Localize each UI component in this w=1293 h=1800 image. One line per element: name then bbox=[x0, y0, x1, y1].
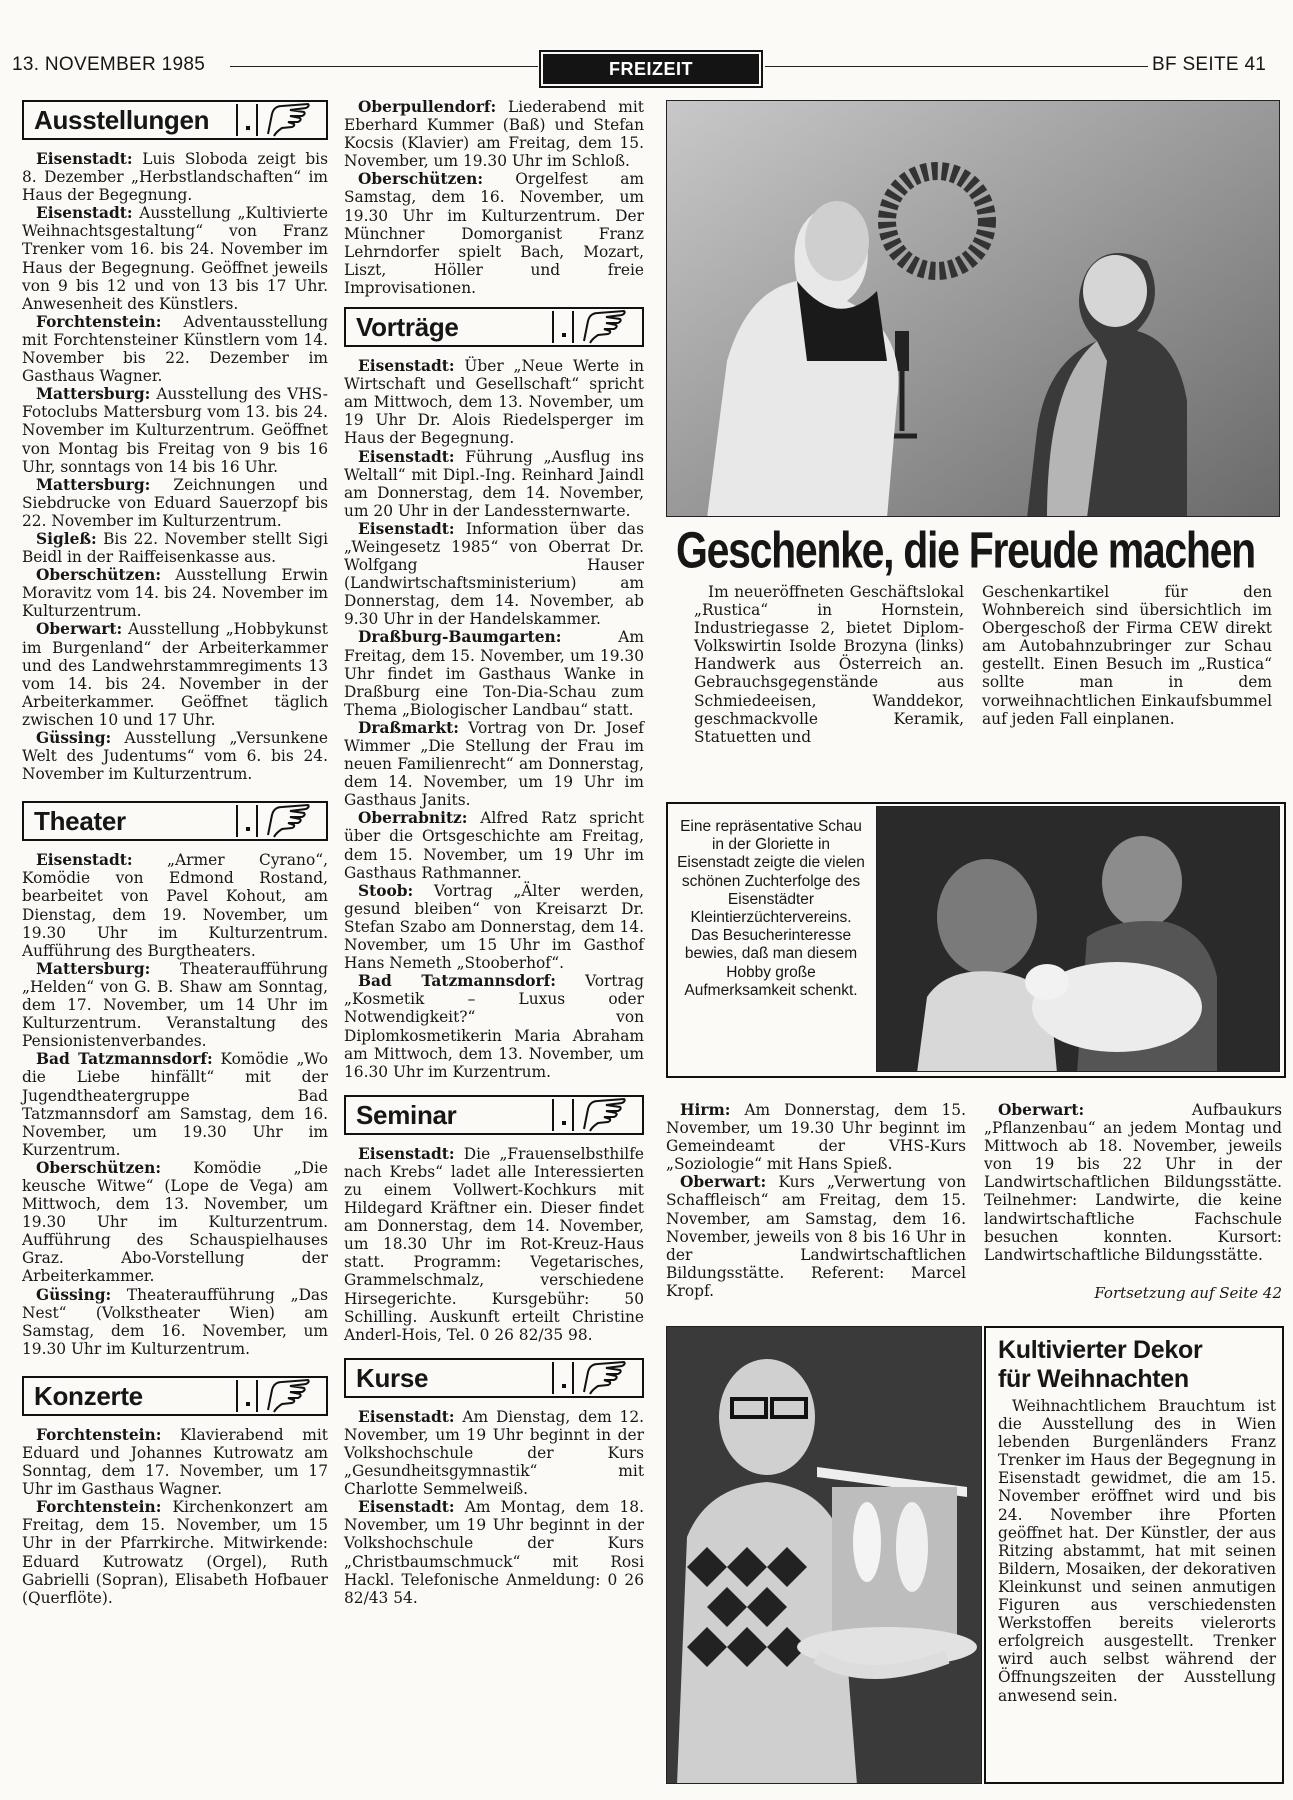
listing-place: Eisenstadt: bbox=[358, 1498, 455, 1517]
rabbit-caption: Eine repräsentative Schau in der Gloriette in Eisenstadt zeigte die vielen schönen Zuchterfolge des Eisenstädter Kleintierzüchtervereins. Das Besucherinteresse bewies, daß man diesem Hobby große Aufmerksamkeit schenkt. bbox=[677, 818, 865, 999]
section-marker bbox=[236, 104, 258, 136]
listing-text: „Armer Cyrano“, Komödie von Edmond Rostand, bearbeitet von Pavel Kohout, am Dienstag, dem 19. November, um 19.30 Uhr im Kulturzentrum. Aufführung des Burgtheaters. bbox=[22, 851, 328, 960]
listing-text: Ausstellung „Kultivierte Weihnachtsgestaltung“ von Franz Trenker vom 16. bis 24. November im Haus der Begegnung. Geöffnet jeweils von 9 bis 12 und von 13 bis 17 Uhr. Anwesenheit des Künstlers. bbox=[22, 204, 328, 313]
listing-place: Eisenstadt: bbox=[358, 519, 455, 538]
listing-place: Oberrabnitz: bbox=[358, 809, 468, 828]
listing-place: Güssing: bbox=[36, 729, 112, 747]
listing-item bbox=[22, 1426, 328, 1498]
konzerte-continued-list bbox=[344, 98, 644, 297]
section-marker bbox=[236, 805, 258, 837]
listing-place: Mattersburg: bbox=[36, 385, 151, 404]
column-1 bbox=[22, 96, 328, 1607]
feature-text-left: Im neueröffneten Geschäftslokal „Rustica“ in Hornstein, Industriegasse 2, bietet Diplom-Volkswirtin Isolde Brozyna (links) Handwerk aus Österreich an. Gebrauchsgegenstände aus Schmiedeeisen, Wanddekor, geschmackvolle Keramik, Statuetten und bbox=[694, 583, 964, 746]
listing-text: Ausstellung Erwin Moravitz vom 14. bis 24. November im Kulturzentrum. bbox=[22, 566, 328, 621]
listing-text: Die „Frauenselbsthilfe nach Krebs“ ladet alle Interessierten zu einem Vollwert-Kochkurs mit Hildegard Kräftner ein. Dieser findet am Donnerstag, dem 14. November, um 18.30 Uhr im Rot-Kreuz-Haus statt. Programm: Vegetarisches, Grammelschmalz, verschiedene Hirsegerichte. Kursgebühr: 50 Schilling. Auskunft erteilt Christine Anderl-Hois, Tel. 0 26 82/35 98. bbox=[344, 1144, 644, 1344]
pointing-hand-icon bbox=[264, 100, 312, 140]
listing-item bbox=[22, 476, 328, 530]
listing-item bbox=[344, 448, 644, 520]
listing-place: Oberschützen: bbox=[36, 1158, 161, 1177]
section-marker bbox=[552, 311, 574, 343]
section-title: Theater bbox=[34, 806, 126, 837]
dekor-photo bbox=[666, 1326, 982, 1784]
section-head-ausstellungen bbox=[22, 100, 328, 140]
pointing-hand-icon bbox=[580, 1358, 628, 1398]
listing-text: Klavierabend mit Eduard und Johannes Kutrowatz am Sonntag, dem 17. November, um 17 Uhr im Gasthaus Wagner. bbox=[22, 1425, 328, 1499]
seminar-list bbox=[344, 1145, 644, 1344]
dekor-title-line1: Kultivierter Dekor bbox=[998, 1336, 1203, 1364]
listing-text: Am Donnerstag, dem 15. November, um 19.30 Uhr beginnt im Gemeindeamt der VHS-Kurs „Soziologie“ mit Hans Spieß. bbox=[666, 1101, 966, 1174]
kurse-more-right bbox=[984, 1101, 1282, 1264]
listing-place: Bad Tatzmannsdorf: bbox=[358, 972, 556, 991]
listing-item bbox=[344, 98, 644, 170]
listing-place: Oberschützen: bbox=[36, 566, 161, 585]
listing-item bbox=[22, 530, 328, 566]
listing-place: Eisenstadt: bbox=[36, 150, 133, 168]
listing-text: Vortrag von Dr. Josef Wimmer „Die Stellung der Frau im neuen Familienrecht“ am Donnerstag, dem 14. November, um 19 Uhr im Gasthaus Janits. bbox=[344, 718, 644, 810]
listing-text: Ausstellung „Versunkene Welt des Judentums“ vom 6. bis 24. November im Kulturzentrum. bbox=[22, 729, 328, 784]
listing-text: Vortrag „Älter werden, gesund bleiben“ von Kreisarzt Dr. Stefan Szabo am Donnerstag, dem 14. November, um 15 Uhr im Gasthof Hans Nemeth „Stooberhof“. bbox=[344, 881, 644, 973]
section-title: Seminar bbox=[356, 1099, 457, 1130]
page-date: 13. NOVEMBER 1985 bbox=[12, 54, 206, 75]
dekor-text: Weihnachtlichem Brauchtum ist die Ausstellung des in Wien lebenden Burgenländers Franz Trenker im Haus der Begegnung in Eisenstadt gewidmet, die am 15. November eröffnet wird und bis 24. November ihre Pforten geöffnet hat. Der Künstler, der aus Ritzing abstammt, hat mit seinen Bildern, Mosaiken, der dekorativen Kleinkunst und seinen anmutigen Figuren aus verschiedensten Werkstoffen bereits vielerorts erfolgreich ausgestellt. Trenker wird auch selbst während der Öffnungszeiten der Ausstellung anwesend sein. bbox=[998, 1397, 1276, 1705]
listing-place: Oberwart: bbox=[36, 620, 123, 639]
listing-text: Theateraufführung „Das Nest“ (Volkstheater Wien) am Samstag, dem 16. November, um 19.30 Uhr im Kulturzentrum. bbox=[22, 1285, 328, 1358]
listing-item bbox=[22, 620, 328, 729]
listing-item bbox=[344, 170, 644, 297]
pointing-hand-icon bbox=[264, 801, 312, 841]
listing-item bbox=[22, 1498, 328, 1607]
kurse-list bbox=[344, 1408, 644, 1607]
page-number: BF SEITE 41 bbox=[1152, 54, 1267, 75]
feature-headline: Geschenke, die Freude machen bbox=[676, 521, 1255, 579]
listing-place: Sigleß: bbox=[36, 529, 97, 548]
listing-text: Führung „Ausflug ins Weltall“ mit Dipl.-Ing. Reinhard Jaindl am Donnerstag, dem 14. November, um 20 Uhr in der Landessternwarte. bbox=[344, 447, 644, 520]
listing-text: Alfred Ratz spricht über die Ortsgeschichte am Freitag, dem 15. November, um 19 Uhr im Gasthaus Rathmanner. bbox=[344, 809, 644, 882]
listing-item bbox=[22, 1286, 328, 1358]
listing-text: Am Montag, dem 18. November, um 19 Uhr beginnt in der Volkshochschule der Kurs „Christbaumschmuck“ mit Rosi Hackl. Telefonische Anmeldung: 0 26 82/43 54. bbox=[344, 1498, 644, 1607]
listing-place: Eisenstadt: bbox=[358, 447, 455, 466]
listing-item bbox=[344, 357, 644, 447]
section-head-konzerte bbox=[22, 1376, 328, 1416]
pointing-hand-icon bbox=[580, 1095, 628, 1135]
listing-item bbox=[22, 851, 328, 960]
listing-place: Hirm: bbox=[680, 1101, 731, 1119]
listing-place: Forchtenstein: bbox=[36, 1498, 162, 1517]
section-head-seminar bbox=[344, 1095, 644, 1135]
listing-text: Bis 22. November stellt Sigi Beidl in der Raiffeisenkasse aus. bbox=[22, 529, 328, 567]
dekor-title-line2: für Weihnachten bbox=[998, 1365, 1189, 1393]
listing-text: Orgelfest am Samstag, dem 16. November, um 19.30 Uhr im Kulturzentrum. Der Münchner Domorganist Franz Lehrndorfer spielt Bach, Mozart, Liszt, Höller und freie Improvisationen. bbox=[344, 170, 644, 297]
listing-text: Ausstellung „Hobbykunst im Burgenland“ der Arbeiterkammer und des Landwehrstammregiments 13 vom 14. bis 24. November in der Arbeiterkammer. Geöffnet täglich zwischen 10 und 17 Uhr. bbox=[22, 620, 328, 729]
section-head-kurse bbox=[344, 1358, 644, 1398]
listing-place: Eisenstadt: bbox=[36, 204, 133, 223]
listing-text: Zeichnungen und Siebdrucke von Eduard Sauerzopf bis 22. November im Kulturzentrum. bbox=[22, 475, 328, 530]
listing-text: Aufbaukurs „Pflanzenbau“ an jedem Montag und Mittwoch ab 18. November, jeweils von 19 bis 22 Uhr in der Landwirtschaftlichen Bildungsstätte. Teilnehmer: Landwirte, die keine landwirtschaftliche Fachschule besuchen konnten. Kursort: Landwirtschaftliche Bildungsstätte. bbox=[984, 1101, 1282, 1264]
listing-text: Information über das „Weingesetz 1985“ von Oberrat Dr. Wolfgang Hauser (Landwirtschaftsministerium) am Donnerstag, dem 14. November, ab 9.30 Uhr in der Handelskammer. bbox=[344, 519, 644, 629]
listing-text: Liederabend mit Eberhard Kummer (Baß) und Stefan Kocsis (Klavier) am Freitag, dem 15. November, um 19.30 Uhr im Schloß. bbox=[344, 98, 644, 171]
theater-list bbox=[22, 851, 328, 1358]
header-rule-right bbox=[765, 66, 1148, 67]
listing-item bbox=[344, 972, 644, 1081]
listing-place: Güssing: bbox=[36, 1285, 112, 1304]
listing-item bbox=[344, 520, 644, 629]
listing-text: Vortrag „Kosmetik – Luxus oder Notwendigkeit?“ von Diplomkosmetikerin Maria Abraham am Mittwoch, dem 13. November, um 16.30 Uhr im Kurzentrum. bbox=[344, 972, 644, 1081]
listing-text: Am Freitag, dem 15. November, um 19.30 Uhr findet im Gasthaus Wanke in Draßburg eine Ton-Dia-Schau zum Thema „Biologischer Landbau“ statt. bbox=[344, 628, 644, 719]
listing-text: Komödie „Die keusche Witwe“ (Lope de Vega) am Mittwoch, dem 13. November, um 19.30 Uhr im Kulturzentrum. Aufführung des Schauspielhauses Graz. Abo-Vorstellung der Arbeiterkammer. bbox=[22, 1158, 328, 1286]
pointing-hand-icon bbox=[264, 1376, 312, 1416]
listing-text: Luis Sloboda zeigt bis 8. Dezember „Herbstlandschaften“ im Haus der Begegnung. bbox=[22, 150, 328, 205]
section-banner: FREIZEIT bbox=[543, 54, 759, 84]
section-title: Konzerte bbox=[34, 1380, 143, 1411]
section-head-vortraege bbox=[344, 307, 644, 347]
listing-place: Oberwart: bbox=[998, 1101, 1085, 1119]
listing-item bbox=[22, 1050, 328, 1159]
listing-text: Über „Neue Werte in Wirtschaft und Gesellschaft“ spricht am Mittwoch, dem 13. November, um 19 Uhr Dr. Alois Riedelsperger im Haus der Begegnung. bbox=[344, 357, 644, 448]
listing-place: Oberschützen: bbox=[358, 170, 483, 189]
rabbit-photo bbox=[876, 806, 1280, 1072]
listing-item bbox=[22, 960, 328, 1050]
listing-item bbox=[22, 1159, 328, 1286]
listing-text: Ausstellung des VHS-Fotoclubs Mattersburg vom 13. bis 24. November im Kulturzentrum. Geöffnet von Montag bis Freitag von 9 bis 16 Uhr, sonntags von 14 bis 16 Uhr. bbox=[22, 385, 328, 476]
listing-item bbox=[344, 1498, 644, 1607]
listing-place: Eisenstadt: bbox=[358, 1144, 455, 1163]
section-head-theater bbox=[22, 801, 328, 841]
section-marker bbox=[552, 1362, 574, 1394]
listing-item bbox=[22, 204, 328, 313]
listing-place: Oberwart: bbox=[680, 1173, 767, 1192]
listing-item bbox=[22, 729, 328, 783]
listing-place: Eisenstadt: bbox=[358, 357, 455, 376]
listing-item bbox=[344, 628, 644, 718]
listing-item bbox=[984, 1101, 1282, 1264]
listing-item bbox=[666, 1173, 966, 1300]
listing-item bbox=[344, 1408, 644, 1498]
konzerte-list bbox=[22, 1426, 328, 1607]
section-marker bbox=[236, 1380, 258, 1412]
listing-text: Kurs „Verwertung von Schaffleisch“ am Freitag, dem 15. November, am Samstag, dem 16. November, jeweils von 8 bis 16 Uhr in der Landwirtschaftlichen Bildungsstätte. Referent: Marcel Kropf. bbox=[666, 1173, 966, 1300]
listing-item bbox=[22, 385, 328, 475]
listing-item bbox=[22, 150, 328, 204]
listing-place: Oberpullendorf: bbox=[358, 98, 497, 116]
listing-item bbox=[22, 313, 328, 385]
listing-place: Mattersburg: bbox=[36, 959, 151, 978]
column-2 bbox=[344, 98, 644, 1607]
listing-item bbox=[666, 1101, 966, 1173]
listing-text: Adventausstellung mit Forchtensteiner Künstlern vom 14. November bis 22. Dezember im Gasthaus Wagner. bbox=[22, 312, 328, 386]
listing-place: Bad Tatzmannsdorf: bbox=[36, 1050, 213, 1069]
listing-place: Forchtenstein: bbox=[36, 312, 162, 331]
listing-place: Draßmarkt: bbox=[358, 718, 459, 737]
listing-item bbox=[344, 882, 644, 972]
section-title: Kurse bbox=[356, 1362, 429, 1393]
continuation-note: Fortsetzung auf Seite 42 bbox=[1094, 1284, 1282, 1302]
pointing-hand-icon bbox=[580, 307, 628, 347]
listing-text: Komödie „Wo die Liebe hinfällt“ mit der Jugendtheatergruppe Bad Tatzmannsdorf am Samstag, dem 16. November, um 19.30 Uhr im Kurzentrum. bbox=[22, 1050, 329, 1159]
listing-text: Am Dienstag, dem 12. November, um 19 Uhr beginnt in der Volkshochschule der Kurs „Gesundheitsgymnastik“ mit Charlotte Semmelweiß. bbox=[344, 1407, 644, 1499]
listing-place: Stoob: bbox=[358, 881, 414, 900]
listing-place: Mattersburg: bbox=[36, 475, 151, 494]
header-rule-left bbox=[230, 66, 538, 67]
vortraege-list bbox=[344, 357, 644, 1081]
listing-item bbox=[344, 809, 644, 881]
listing-place: Forchtenstein: bbox=[36, 1425, 162, 1444]
listing-text: Theateraufführung „Helden“ von G. B. Shaw am Sonntag, dem 17. November, um 14 Uhr im Kulturzentrum. Veranstaltung des Pensionistenverbandes. bbox=[22, 959, 328, 1051]
section-marker bbox=[552, 1099, 574, 1131]
feature-photo bbox=[666, 100, 1280, 517]
section-title: Ausstellungen bbox=[34, 104, 210, 135]
section-title: Vorträge bbox=[356, 311, 459, 342]
ausstellungen-list bbox=[22, 150, 328, 783]
listing-item bbox=[344, 1145, 644, 1344]
kurse-more-left bbox=[666, 1101, 966, 1300]
listing-place: Eisenstadt: bbox=[36, 851, 133, 870]
listing-item bbox=[344, 719, 644, 809]
listing-text: Kirchenkonzert am Freitag, dem 15. November, um 15 Uhr in der Pfarrkirche. Mitwirkende: Eduard Kutrowatz (Orgel), Ruth Gabrielli (Sopran), Elisabeth Hofbauer (Querflöte). bbox=[22, 1498, 328, 1607]
listing-place: Draßburg-Baumgarten: bbox=[358, 628, 562, 647]
dekor-article bbox=[998, 1336, 1276, 1705]
listing-place: Eisenstadt: bbox=[358, 1407, 455, 1426]
listing-item bbox=[22, 566, 328, 620]
feature-text-right: Geschenkartikel für den Wohnbereich sind übersichtlich im Obergeschoß der Firma CEW direkt am Autobahnzubringer zur Schau gestellt. Einen Besuch im „Rustica“ sollte man in dem vorweihnachtlichen Einkaufsbummel auf jeden Fall einplanen. bbox=[982, 583, 1272, 728]
